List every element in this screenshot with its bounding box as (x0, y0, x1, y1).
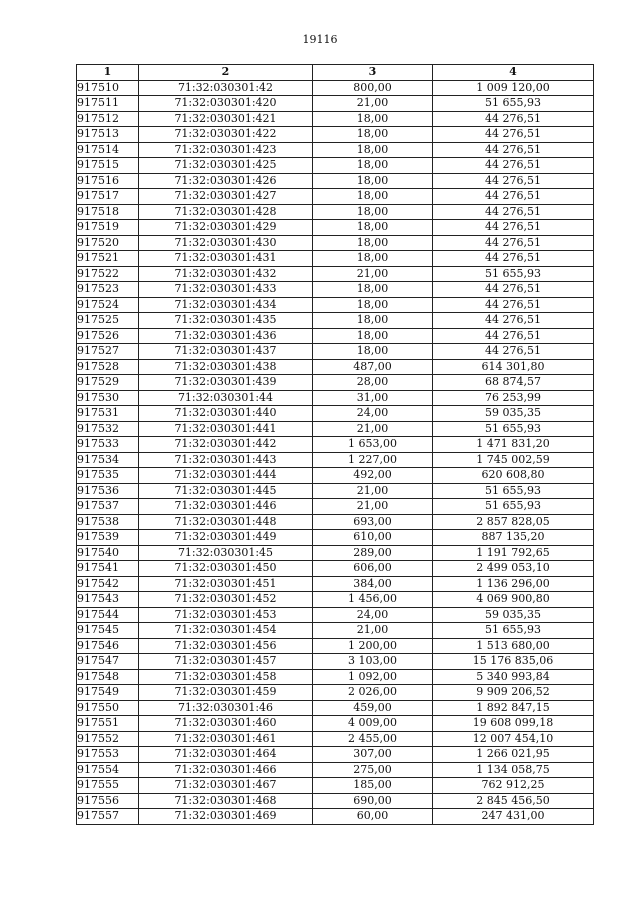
table-cell: 71:32:030301:431 (139, 251, 313, 267)
table-cell: 44 276,51 (433, 220, 594, 236)
table-cell: 2 845 456,50 (433, 793, 594, 809)
data-table (76, 64, 594, 825)
table-cell: 21,00 (313, 421, 433, 437)
table-cell: 917556 (77, 793, 139, 809)
table-cell: 384,00 (313, 576, 433, 592)
table-cell: 71:32:030301:421 (139, 111, 313, 127)
table-cell: 71:32:030301:427 (139, 189, 313, 205)
table-cell: 492,00 (313, 468, 433, 484)
table-cell: 44 276,51 (433, 282, 594, 298)
table-cell: 690,00 (313, 793, 433, 809)
table-cell: 21,00 (313, 499, 433, 515)
table-row (77, 142, 594, 158)
table-cell: 18,00 (313, 127, 433, 143)
table-cell: 51 655,93 (433, 266, 594, 282)
table-cell: 917517 (77, 189, 139, 205)
table-cell: 917519 (77, 220, 139, 236)
table-cell: 917516 (77, 173, 139, 189)
table-cell: 917549 (77, 685, 139, 701)
table-cell: 44 276,51 (433, 204, 594, 220)
table-cell: 71:32:030301:436 (139, 328, 313, 344)
table-cell: 917530 (77, 390, 139, 406)
table-row (77, 685, 594, 701)
table-cell: 1 513 680,00 (433, 638, 594, 654)
table-cell: 68 874,57 (433, 375, 594, 391)
table-cell: 917532 (77, 421, 139, 437)
table-cell: 21,00 (313, 623, 433, 639)
table-cell: 693,00 (313, 514, 433, 530)
table-row (77, 809, 594, 825)
table-cell: 51 655,93 (433, 421, 594, 437)
table-cell: 44 276,51 (433, 173, 594, 189)
table-cell: 1 227,00 (313, 452, 433, 468)
table-cell: 917528 (77, 359, 139, 375)
table-cell: 917534 (77, 452, 139, 468)
table-row (77, 235, 594, 251)
table-cell: 917510 (77, 80, 139, 96)
table-cell: 917538 (77, 514, 139, 530)
table-row (77, 654, 594, 670)
table-cell: 44 276,51 (433, 297, 594, 313)
table-cell: 59 035,35 (433, 607, 594, 623)
table-cell: 71:32:030301:425 (139, 158, 313, 174)
table-cell: 31,00 (313, 390, 433, 406)
table-cell: 917545 (77, 623, 139, 639)
table-cell: 247 431,00 (433, 809, 594, 825)
table-cell: 917526 (77, 328, 139, 344)
table-cell: 887 135,20 (433, 530, 594, 546)
table-cell: 1 892 847,15 (433, 700, 594, 716)
table-cell: 18,00 (313, 235, 433, 251)
table-header-row (77, 65, 594, 81)
table-cell: 917555 (77, 778, 139, 794)
table-cell: 610,00 (313, 530, 433, 546)
table-row (77, 173, 594, 189)
table-cell: 28,00 (313, 375, 433, 391)
table-cell: 917550 (77, 700, 139, 716)
table-cell: 44 276,51 (433, 328, 594, 344)
table-cell: 1 134 058,75 (433, 762, 594, 778)
table-cell: 71:32:030301:461 (139, 731, 313, 747)
table-row (77, 344, 594, 360)
table-cell: 71:32:030301:426 (139, 173, 313, 189)
table-row (77, 80, 594, 96)
table-cell: 71:32:030301:444 (139, 468, 313, 484)
table-cell: 917554 (77, 762, 139, 778)
table-cell: 18,00 (313, 189, 433, 205)
table-cell: 60,00 (313, 809, 433, 825)
table-cell: 71:32:030301:429 (139, 220, 313, 236)
table-cell: 917546 (77, 638, 139, 654)
table-cell: 71:32:030301:448 (139, 514, 313, 530)
table-cell: 614 301,80 (433, 359, 594, 375)
table-cell: 289,00 (313, 545, 433, 561)
table-cell: 21,00 (313, 266, 433, 282)
table-cell: 917557 (77, 809, 139, 825)
table-cell: 51 655,93 (433, 96, 594, 112)
table-cell: 71:32:030301:430 (139, 235, 313, 251)
table-cell: 76 253,99 (433, 390, 594, 406)
table-cell: 917553 (77, 747, 139, 763)
table-cell: 307,00 (313, 747, 433, 763)
table-cell: 917511 (77, 96, 139, 112)
table-row (77, 514, 594, 530)
table-cell: 917524 (77, 297, 139, 313)
table-cell: 487,00 (313, 359, 433, 375)
table-cell: 71:32:030301:459 (139, 685, 313, 701)
table-cell: 1 092,00 (313, 669, 433, 685)
table-cell: 71:32:030301:469 (139, 809, 313, 825)
table-cell: 71:32:030301:445 (139, 483, 313, 499)
table-cell: 917522 (77, 266, 139, 282)
table-cell: 44 276,51 (433, 313, 594, 329)
table-cell: 71:32:030301:437 (139, 344, 313, 360)
table-cell: 18,00 (313, 297, 433, 313)
table-cell: 71:32:030301:449 (139, 530, 313, 546)
table-cell: 2 026,00 (313, 685, 433, 701)
table-cell: 917537 (77, 499, 139, 515)
table-cell: 5 340 993,84 (433, 669, 594, 685)
table-cell: 275,00 (313, 762, 433, 778)
table-cell: 44 276,51 (433, 111, 594, 127)
table-cell: 1 200,00 (313, 638, 433, 654)
table-cell: 762 912,25 (433, 778, 594, 794)
table-cell: 71:32:030301:466 (139, 762, 313, 778)
table-row (77, 607, 594, 623)
table-row (77, 437, 594, 453)
table-cell: 71:32:030301:44 (139, 390, 313, 406)
table-cell: 917531 (77, 406, 139, 422)
table-cell: 3 103,00 (313, 654, 433, 670)
table-cell: 2 499 053,10 (433, 561, 594, 577)
table-cell: 917521 (77, 251, 139, 267)
table-cell: 18,00 (313, 328, 433, 344)
table-cell: 18,00 (313, 220, 433, 236)
table-row (77, 297, 594, 313)
table-cell: 71:32:030301:468 (139, 793, 313, 809)
table-cell: 917515 (77, 158, 139, 174)
table-cell: 71:32:030301:450 (139, 561, 313, 577)
table-row (77, 499, 594, 515)
table-row (77, 468, 594, 484)
table-cell: 459,00 (313, 700, 433, 716)
table-row (77, 251, 594, 267)
column-header-3: 3 (313, 65, 433, 81)
table-cell: 800,00 (313, 80, 433, 96)
table-cell: 917533 (77, 437, 139, 453)
table-row (77, 483, 594, 499)
table-cell: 917535 (77, 468, 139, 484)
table-cell: 917525 (77, 313, 139, 329)
table-cell: 71:32:030301:442 (139, 437, 313, 453)
table-cell: 71:32:030301:423 (139, 142, 313, 158)
table-row (77, 530, 594, 546)
table-cell: 71:32:030301:438 (139, 359, 313, 375)
table-cell: 18,00 (313, 204, 433, 220)
table-cell: 1 745 002,59 (433, 452, 594, 468)
table-cell: 71:32:030301:467 (139, 778, 313, 794)
table-cell: 1 471 831,20 (433, 437, 594, 453)
table-row (77, 111, 594, 127)
table-cell: 51 655,93 (433, 623, 594, 639)
table-row (77, 421, 594, 437)
table-cell: 606,00 (313, 561, 433, 577)
table-cell: 917551 (77, 716, 139, 732)
table-cell: 51 655,93 (433, 499, 594, 515)
table-cell: 4 009,00 (313, 716, 433, 732)
table-row (77, 576, 594, 592)
table-cell: 71:32:030301:464 (139, 747, 313, 763)
table-row (77, 266, 594, 282)
table-cell: 917541 (77, 561, 139, 577)
table-row (77, 359, 594, 375)
table-cell: 917539 (77, 530, 139, 546)
table-cell: 44 276,51 (433, 189, 594, 205)
table-cell: 19 608 099,18 (433, 716, 594, 732)
table-cell: 917536 (77, 483, 139, 499)
table-cell: 1 456,00 (313, 592, 433, 608)
table-row (77, 375, 594, 391)
table-cell: 18,00 (313, 313, 433, 329)
table-row (77, 158, 594, 174)
table-cell: 18,00 (313, 173, 433, 189)
table-cell: 71:32:030301:435 (139, 313, 313, 329)
table-cell: 917543 (77, 592, 139, 608)
table-cell: 1 266 021,95 (433, 747, 594, 763)
table-cell: 24,00 (313, 406, 433, 422)
table-cell: 71:32:030301:45 (139, 545, 313, 561)
column-header-4: 4 (433, 65, 594, 81)
table-cell: 917548 (77, 669, 139, 685)
table-cell: 71:32:030301:451 (139, 576, 313, 592)
table-cell: 44 276,51 (433, 251, 594, 267)
table-cell: 71:32:030301:428 (139, 204, 313, 220)
table-cell: 917518 (77, 204, 139, 220)
table-cell: 59 035,35 (433, 406, 594, 422)
table-row (77, 700, 594, 716)
table-row (77, 716, 594, 732)
table-cell: 44 276,51 (433, 344, 594, 360)
table-cell: 71:32:030301:46 (139, 700, 313, 716)
table-cell: 15 176 835,06 (433, 654, 594, 670)
table-cell: 18,00 (313, 111, 433, 127)
table-cell: 71:32:030301:454 (139, 623, 313, 639)
table-cell: 917529 (77, 375, 139, 391)
table-row (77, 669, 594, 685)
table-row (77, 96, 594, 112)
table-cell: 21,00 (313, 96, 433, 112)
page-number: 19116 (302, 33, 338, 46)
column-header-1: 1 (77, 65, 139, 81)
table-cell: 71:32:030301:458 (139, 669, 313, 685)
table-row (77, 623, 594, 639)
table-cell: 917552 (77, 731, 139, 747)
table-row (77, 778, 594, 794)
table-cell: 71:32:030301:432 (139, 266, 313, 282)
table-cell: 71:32:030301:439 (139, 375, 313, 391)
table-cell: 71:32:030301:433 (139, 282, 313, 298)
table-row (77, 189, 594, 205)
table-cell: 917544 (77, 607, 139, 623)
table-row (77, 220, 594, 236)
table-cell: 44 276,51 (433, 235, 594, 251)
table-cell: 18,00 (313, 158, 433, 174)
table-cell: 1 191 792,65 (433, 545, 594, 561)
table-row (77, 204, 594, 220)
table-cell: 1 009 120,00 (433, 80, 594, 96)
table-cell: 24,00 (313, 607, 433, 623)
table-cell: 18,00 (313, 282, 433, 298)
table-row (77, 406, 594, 422)
table-cell: 917540 (77, 545, 139, 561)
table-row (77, 747, 594, 763)
table-cell: 12 007 454,10 (433, 731, 594, 747)
table-cell: 917542 (77, 576, 139, 592)
table-cell: 18,00 (313, 344, 433, 360)
table-cell: 18,00 (313, 251, 433, 267)
table-cell: 917523 (77, 282, 139, 298)
table-row (77, 638, 594, 654)
table-cell: 71:32:030301:460 (139, 716, 313, 732)
table-cell: 71:32:030301:434 (139, 297, 313, 313)
table-cell: 917547 (77, 654, 139, 670)
table-row (77, 328, 594, 344)
table-row (77, 313, 594, 329)
table-cell: 44 276,51 (433, 142, 594, 158)
table-cell: 71:32:030301:441 (139, 421, 313, 437)
table-cell: 4 069 900,80 (433, 592, 594, 608)
table-cell: 71:32:030301:446 (139, 499, 313, 515)
table-row (77, 793, 594, 809)
table-row (77, 390, 594, 406)
table-cell: 71:32:030301:422 (139, 127, 313, 143)
table-cell: 2 857 828,05 (433, 514, 594, 530)
table-row (77, 127, 594, 143)
table-cell: 51 655,93 (433, 483, 594, 499)
table-row (77, 731, 594, 747)
table-row (77, 545, 594, 561)
table-cell: 9 909 206,52 (433, 685, 594, 701)
table-row (77, 561, 594, 577)
table-cell: 71:32:030301:443 (139, 452, 313, 468)
table-body (77, 80, 594, 824)
table-row (77, 282, 594, 298)
table-row (77, 452, 594, 468)
table-cell: 917512 (77, 111, 139, 127)
table-cell: 71:32:030301:42 (139, 80, 313, 96)
table-row (77, 592, 594, 608)
table-cell: 44 276,51 (433, 158, 594, 174)
table-cell: 1 653,00 (313, 437, 433, 453)
table-row (77, 762, 594, 778)
table-cell: 620 608,80 (433, 468, 594, 484)
table-cell: 71:32:030301:456 (139, 638, 313, 654)
table-cell: 44 276,51 (433, 127, 594, 143)
table-cell: 917513 (77, 127, 139, 143)
table-cell: 71:32:030301:452 (139, 592, 313, 608)
table-cell: 18,00 (313, 142, 433, 158)
table-cell: 1 136 296,00 (433, 576, 594, 592)
column-header-2: 2 (139, 65, 313, 81)
table-cell: 2 455,00 (313, 731, 433, 747)
table-cell: 185,00 (313, 778, 433, 794)
table-cell: 71:32:030301:457 (139, 654, 313, 670)
table-cell: 71:32:030301:440 (139, 406, 313, 422)
table-cell: 917514 (77, 142, 139, 158)
table-cell: 71:32:030301:453 (139, 607, 313, 623)
table-cell: 917520 (77, 235, 139, 251)
table-cell: 917527 (77, 344, 139, 360)
table-cell: 71:32:030301:420 (139, 96, 313, 112)
table-cell: 21,00 (313, 483, 433, 499)
